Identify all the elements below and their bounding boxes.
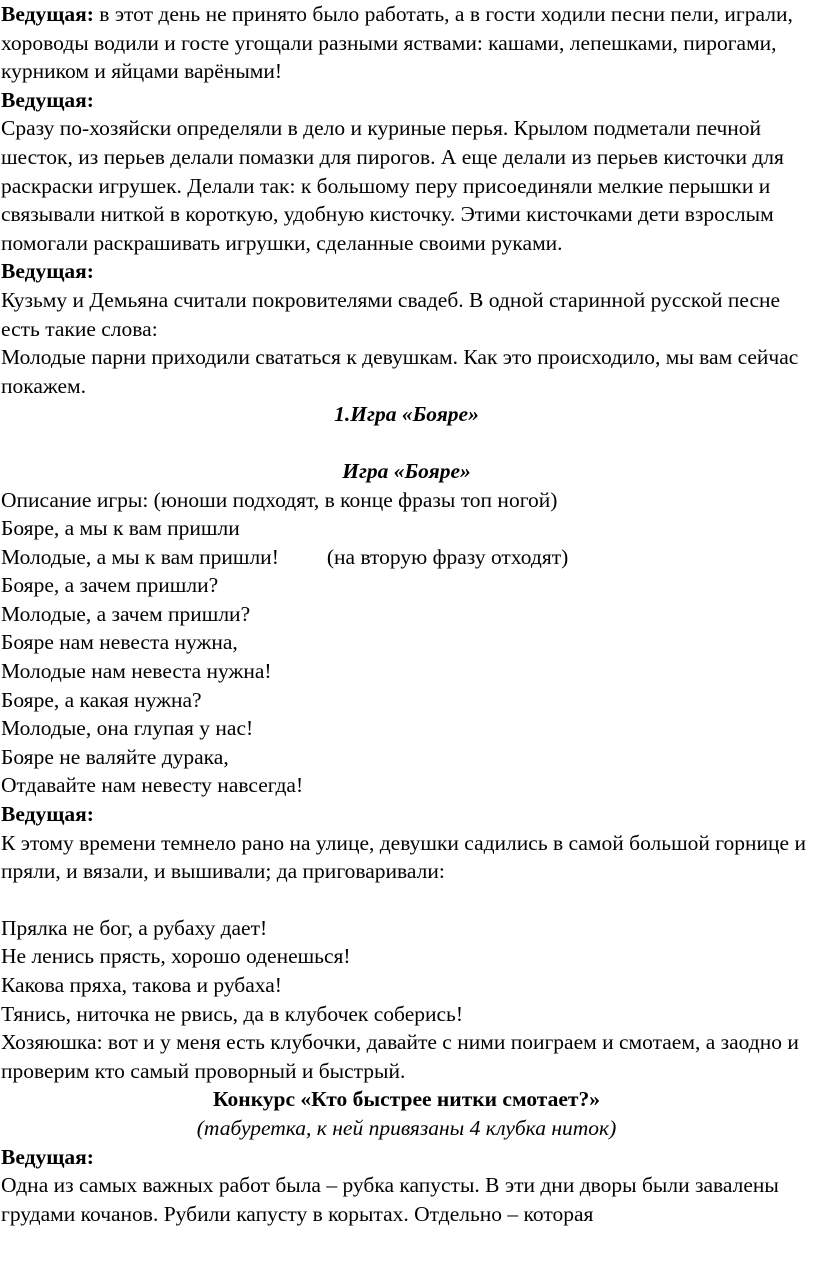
song-line: Молодые, она глупая у нас!: [1, 716, 254, 741]
song-line: Молодые, а зачем пришли?: [1, 601, 251, 626]
song-line: Бояре не валяйте дурака,: [1, 744, 229, 769]
song-line-text: Молодые, а мы к вам пришли!: [1, 544, 279, 569]
game-heading-numbered: 1.Игра «Бояре»: [334, 402, 479, 427]
paragraph-matchmaking: Молодые парни приходили свататься к девушкам. Как это происходило, мы вам сейчас покажем.: [1, 345, 799, 398]
song-line: Бояре, а зачем пришли?: [1, 573, 219, 598]
saying-line: Тянись, ниточка не рвись, да в клубочек соберись!: [1, 1001, 463, 1026]
paragraph-cabbage: Одна из самых важных работ была – рубка капусты. В эти дни дворы были завалены грудами кочанов. Рубили капусту в корытах. Отдельно – которая: [1, 1173, 779, 1226]
speaker-label: Ведущая:: [1, 259, 94, 284]
contest-title: Конкурс «Кто быстрее нитки смотает?»: [213, 1087, 600, 1112]
paragraph-hostess: Хозяюшка: вот и у меня есть клубочки, давайте с ними поиграем и смотаем, а заодно и проверим кто самый проворный и быстрый.: [1, 1030, 799, 1083]
speaker-label: Ведущая:: [1, 802, 94, 827]
game-description: Описание игры: (юноши подходят, в конце фразы топ ногой): [1, 487, 558, 512]
saying-line: Не ленись прясть, хорошо оденешься!: [1, 944, 351, 969]
saying-line: Какова пряха, такова и рубаха!: [1, 973, 282, 997]
paragraph-kuzma: Кузьму и Демьяна считали покровителями свадеб. В одной старинной русской песне есть такие слова:: [1, 287, 781, 341]
paragraph-feathers: Сразу по-хозяйски определяли в дело и куриные перья. Крылом подметали печной шесток, из перьев делали помазки для пирогов. А еще делали из перьев кисточки для раскраски игрушек. Делали так: к большому перу присоединяли мелкие перышки и связывали ниткой в короткую, удобную кисточку. Этими кисточками дети взрослым помогали раскрашивать игрушки, сделанные своими руками.: [1, 116, 784, 255]
song-line-note: (на вторую фразу отходят): [326, 544, 569, 569]
paragraph-evening: К этому времени темнело рано на улице, девушки садились в самой большой горнице и пряли, и вязали, и вышивали; да приговаривали:: [1, 830, 806, 884]
song-line: Отдавайте нам невесту навсегда!: [1, 773, 304, 798]
contest-note: (табуретка, к ней привязаны 4 клубка ниток): [196, 1115, 617, 1140]
song-line: Бояре нам невеста нужна,: [1, 630, 238, 655]
spacer: [1, 886, 812, 914]
speaker-label: Ведущая:: [1, 1144, 94, 1169]
paragraph-text: в этот день не принято было работать, а в гости ходили песни пели, играли, хороводы водили и госте угощали разными яствами: кашами, лепешками, пирогами, курником и яйцами варёными!: [1, 2, 793, 84]
saying-line: Прялка не бог, а рубаху дает!: [1, 915, 268, 940]
speaker-label: Ведущая:: [1, 2, 94, 26]
paragraph-intro: [1, 0, 812, 86]
song-line: Бояре, а мы к вам пришли: [1, 516, 240, 541]
speaker-label: Ведущая:: [1, 87, 94, 112]
song-line: Бояре, а какая нужна?: [1, 687, 202, 712]
spacer: [1, 429, 812, 457]
song-line: [1, 543, 812, 572]
song-line: Молодые нам невеста нужна!: [1, 659, 272, 684]
game-heading: Игра «Бояре»: [342, 458, 471, 483]
